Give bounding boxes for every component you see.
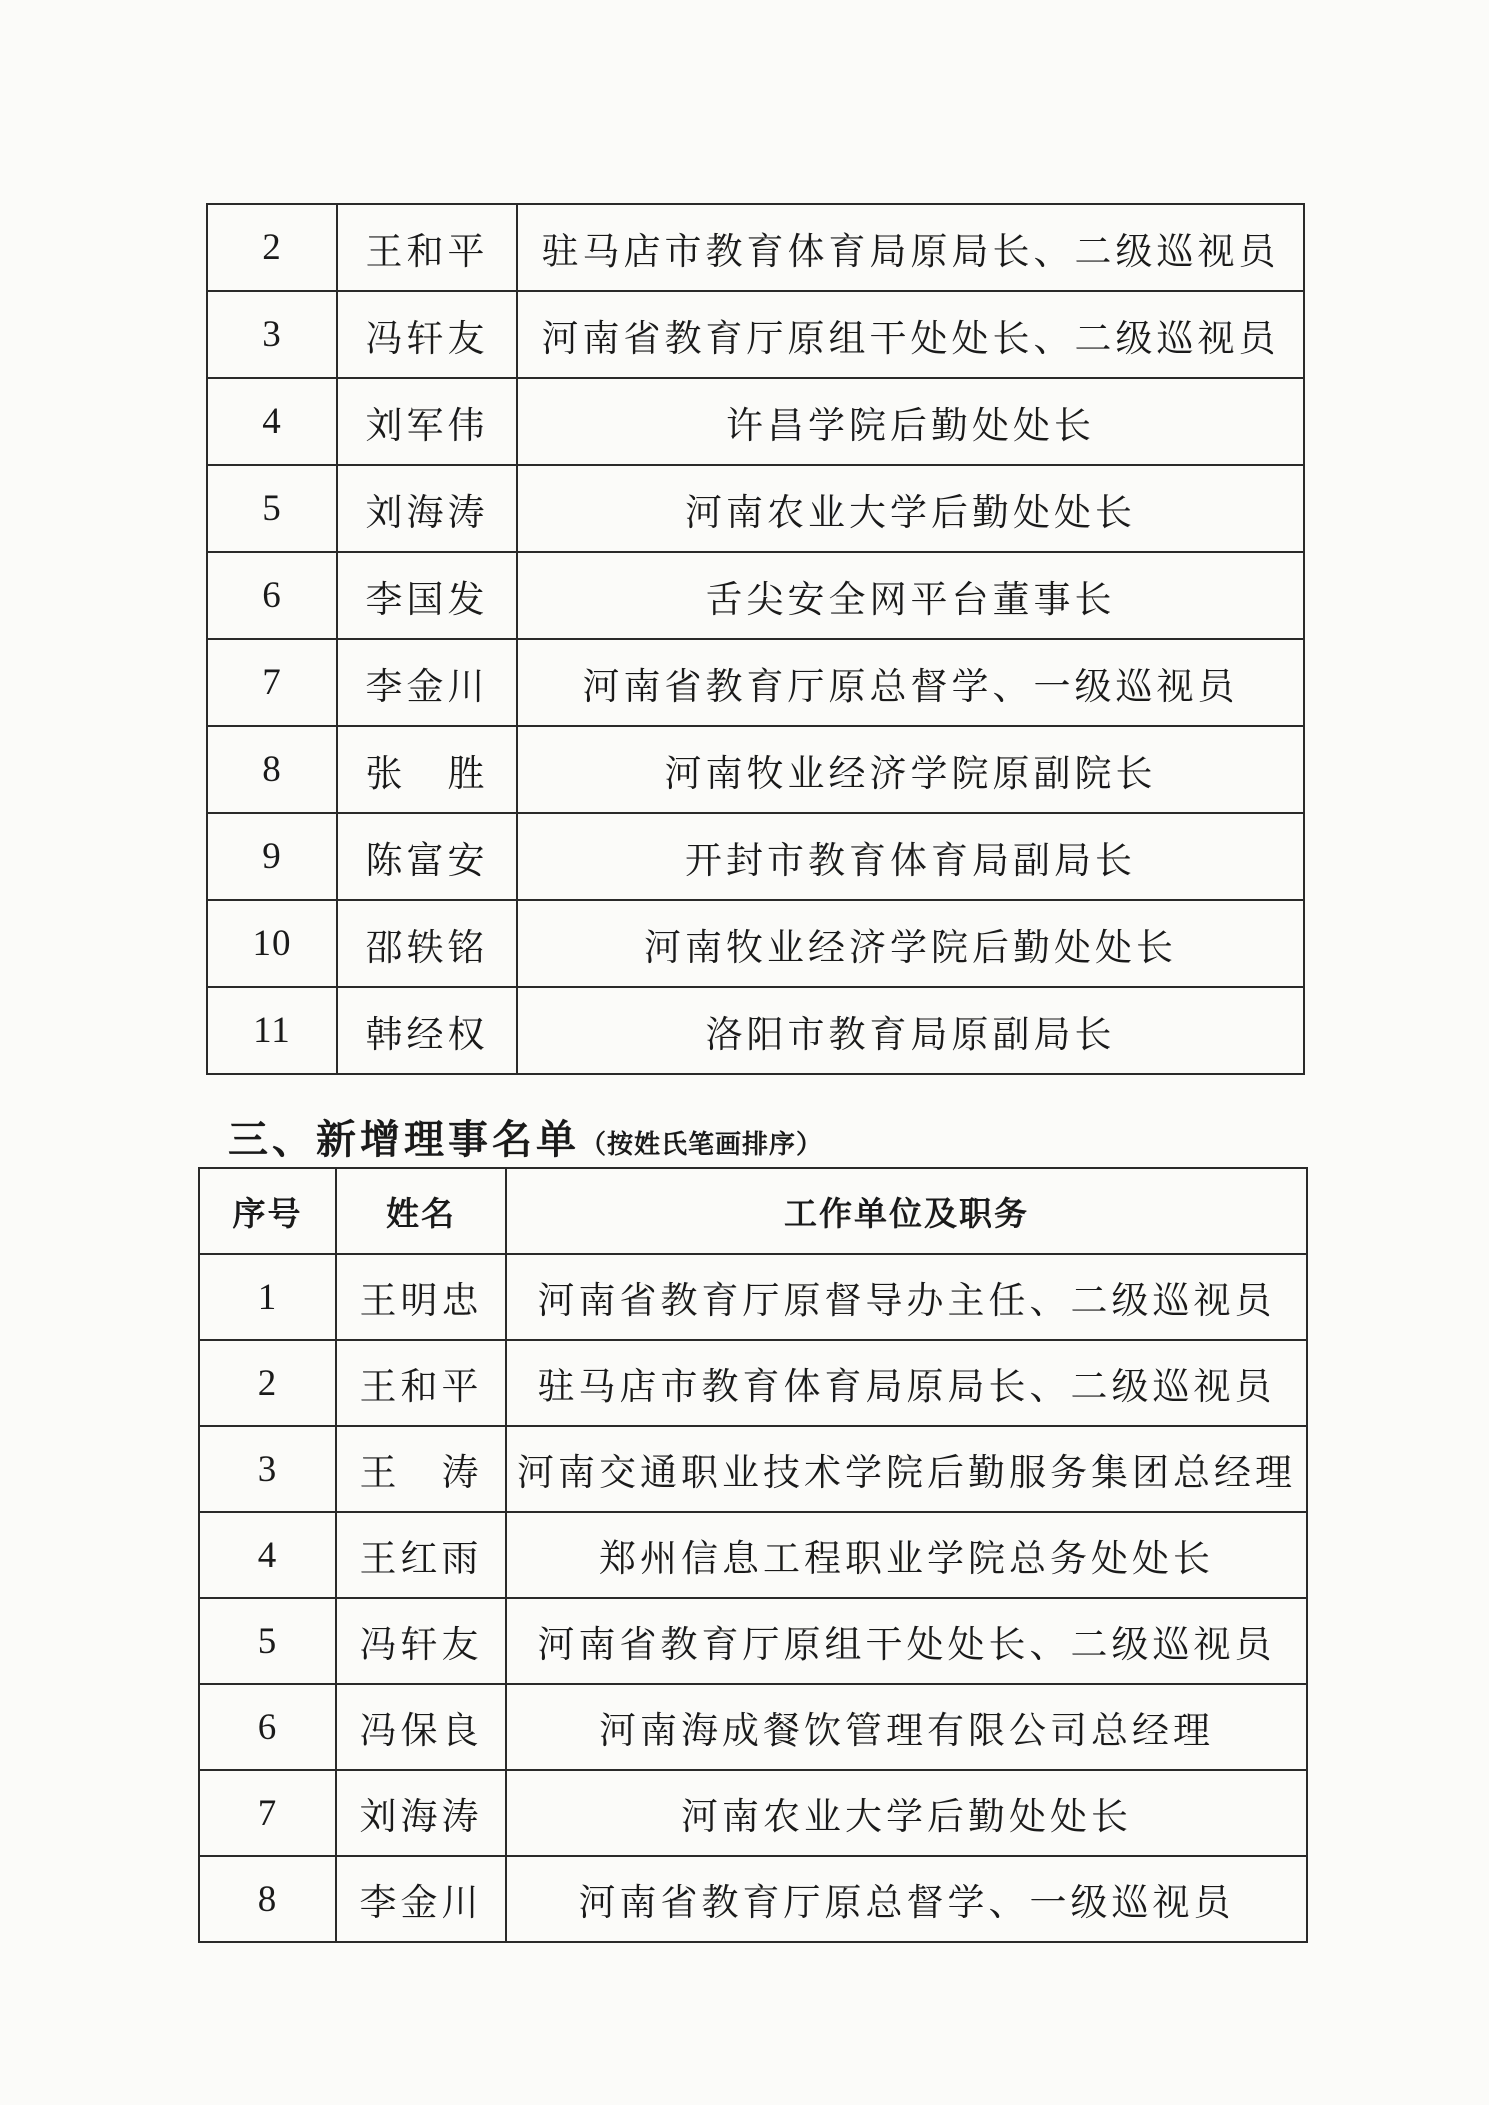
row-unit: 洛阳市教育局原副局长 bbox=[517, 987, 1304, 1074]
row-unit: 舌尖安全网平台董事长 bbox=[517, 552, 1304, 639]
row-name: 张 胜 bbox=[337, 726, 517, 813]
table-header-row bbox=[199, 1168, 1307, 1254]
row-name: 王 涛 bbox=[336, 1426, 506, 1512]
row-unit: 河南省教育厅原组干处处长、二级巡视员 bbox=[506, 1598, 1307, 1684]
row-name: 邵轶铭 bbox=[337, 900, 517, 987]
row-number: 4 bbox=[207, 378, 337, 465]
row-number: 3 bbox=[207, 291, 337, 378]
table-row bbox=[199, 1254, 1307, 1340]
table-body bbox=[199, 1254, 1307, 1942]
row-unit: 河南省教育厅原总督学、一级巡视员 bbox=[506, 1856, 1307, 1942]
section-heading bbox=[228, 1108, 823, 1165]
row-unit: 河南牧业经济学院原副院长 bbox=[517, 726, 1304, 813]
table-row bbox=[199, 1856, 1307, 1942]
row-number: 9 bbox=[207, 813, 337, 900]
row-name: 王红雨 bbox=[336, 1512, 506, 1598]
row-unit: 河南省教育厅原组干处处长、二级巡视员 bbox=[517, 291, 1304, 378]
row-unit: 河南海成餐饮管理有限公司总经理 bbox=[506, 1684, 1307, 1770]
new-council-members-table bbox=[198, 1167, 1308, 1943]
row-number: 11 bbox=[207, 987, 337, 1074]
table-row bbox=[199, 1426, 1307, 1512]
row-number: 7 bbox=[207, 639, 337, 726]
header-number: 序号 bbox=[199, 1168, 336, 1254]
row-number: 2 bbox=[199, 1340, 336, 1426]
row-name: 陈富安 bbox=[337, 813, 517, 900]
table-row bbox=[199, 1598, 1307, 1684]
table-row bbox=[207, 900, 1304, 987]
row-unit: 河南交通职业技术学院后勤服务集团总经理 bbox=[506, 1426, 1307, 1512]
council-members-table-continued bbox=[206, 203, 1305, 1075]
row-name: 李国发 bbox=[337, 552, 517, 639]
row-number: 6 bbox=[199, 1684, 336, 1770]
row-unit: 河南省教育厅原总督学、一级巡视员 bbox=[517, 639, 1304, 726]
table-row bbox=[207, 291, 1304, 378]
row-unit: 河南农业大学后勤处处长 bbox=[517, 465, 1304, 552]
table-row bbox=[207, 465, 1304, 552]
section-title: 三、新增理事名单 bbox=[228, 1117, 580, 1163]
row-unit: 驻马店市教育体育局原局长、二级巡视员 bbox=[517, 204, 1304, 291]
row-name: 刘海涛 bbox=[336, 1770, 506, 1856]
row-number: 5 bbox=[207, 465, 337, 552]
row-name: 王明忠 bbox=[336, 1254, 506, 1340]
row-name: 冯轩友 bbox=[336, 1598, 506, 1684]
row-unit: 开封市教育体育局副局长 bbox=[517, 813, 1304, 900]
row-name: 刘军伟 bbox=[337, 378, 517, 465]
row-name: 韩经权 bbox=[337, 987, 517, 1074]
table-row bbox=[207, 204, 1304, 291]
row-unit: 河南牧业经济学院后勤处处长 bbox=[517, 900, 1304, 987]
row-name: 冯轩友 bbox=[337, 291, 517, 378]
row-number: 10 bbox=[207, 900, 337, 987]
table-row bbox=[207, 552, 1304, 639]
row-name: 冯保良 bbox=[336, 1684, 506, 1770]
row-unit: 河南省教育厅原督导办主任、二级巡视员 bbox=[506, 1254, 1307, 1340]
table-row bbox=[207, 639, 1304, 726]
table-row bbox=[207, 813, 1304, 900]
row-unit: 驻马店市教育体育局原局长、二级巡视员 bbox=[506, 1340, 1307, 1426]
table-body bbox=[207, 204, 1304, 1074]
header-unit: 工作单位及职务 bbox=[506, 1168, 1307, 1254]
row-name: 王和平 bbox=[336, 1340, 506, 1426]
row-number: 2 bbox=[207, 204, 337, 291]
table-row bbox=[199, 1770, 1307, 1856]
row-number: 5 bbox=[199, 1598, 336, 1684]
table-row bbox=[207, 987, 1304, 1074]
table-row bbox=[199, 1340, 1307, 1426]
row-unit: 郑州信息工程职业学院总务处处长 bbox=[506, 1512, 1307, 1598]
section-subtitle: （按姓氏笔画排序） bbox=[580, 1130, 824, 1160]
row-name: 李金川 bbox=[336, 1856, 506, 1942]
row-number: 8 bbox=[207, 726, 337, 813]
row-number: 1 bbox=[199, 1254, 336, 1340]
row-name: 王和平 bbox=[337, 204, 517, 291]
table-row bbox=[207, 726, 1304, 813]
header-name: 姓名 bbox=[336, 1168, 506, 1254]
row-number: 6 bbox=[207, 552, 337, 639]
table-row bbox=[207, 378, 1304, 465]
row-name: 刘海涛 bbox=[337, 465, 517, 552]
row-number: 3 bbox=[199, 1426, 336, 1512]
row-unit: 许昌学院后勤处处长 bbox=[517, 378, 1304, 465]
row-number: 4 bbox=[199, 1512, 336, 1598]
row-unit: 河南农业大学后勤处处长 bbox=[506, 1770, 1307, 1856]
row-number: 7 bbox=[199, 1770, 336, 1856]
row-number: 8 bbox=[199, 1856, 336, 1942]
row-name: 李金川 bbox=[337, 639, 517, 726]
table-row bbox=[199, 1684, 1307, 1770]
table-row bbox=[199, 1512, 1307, 1598]
